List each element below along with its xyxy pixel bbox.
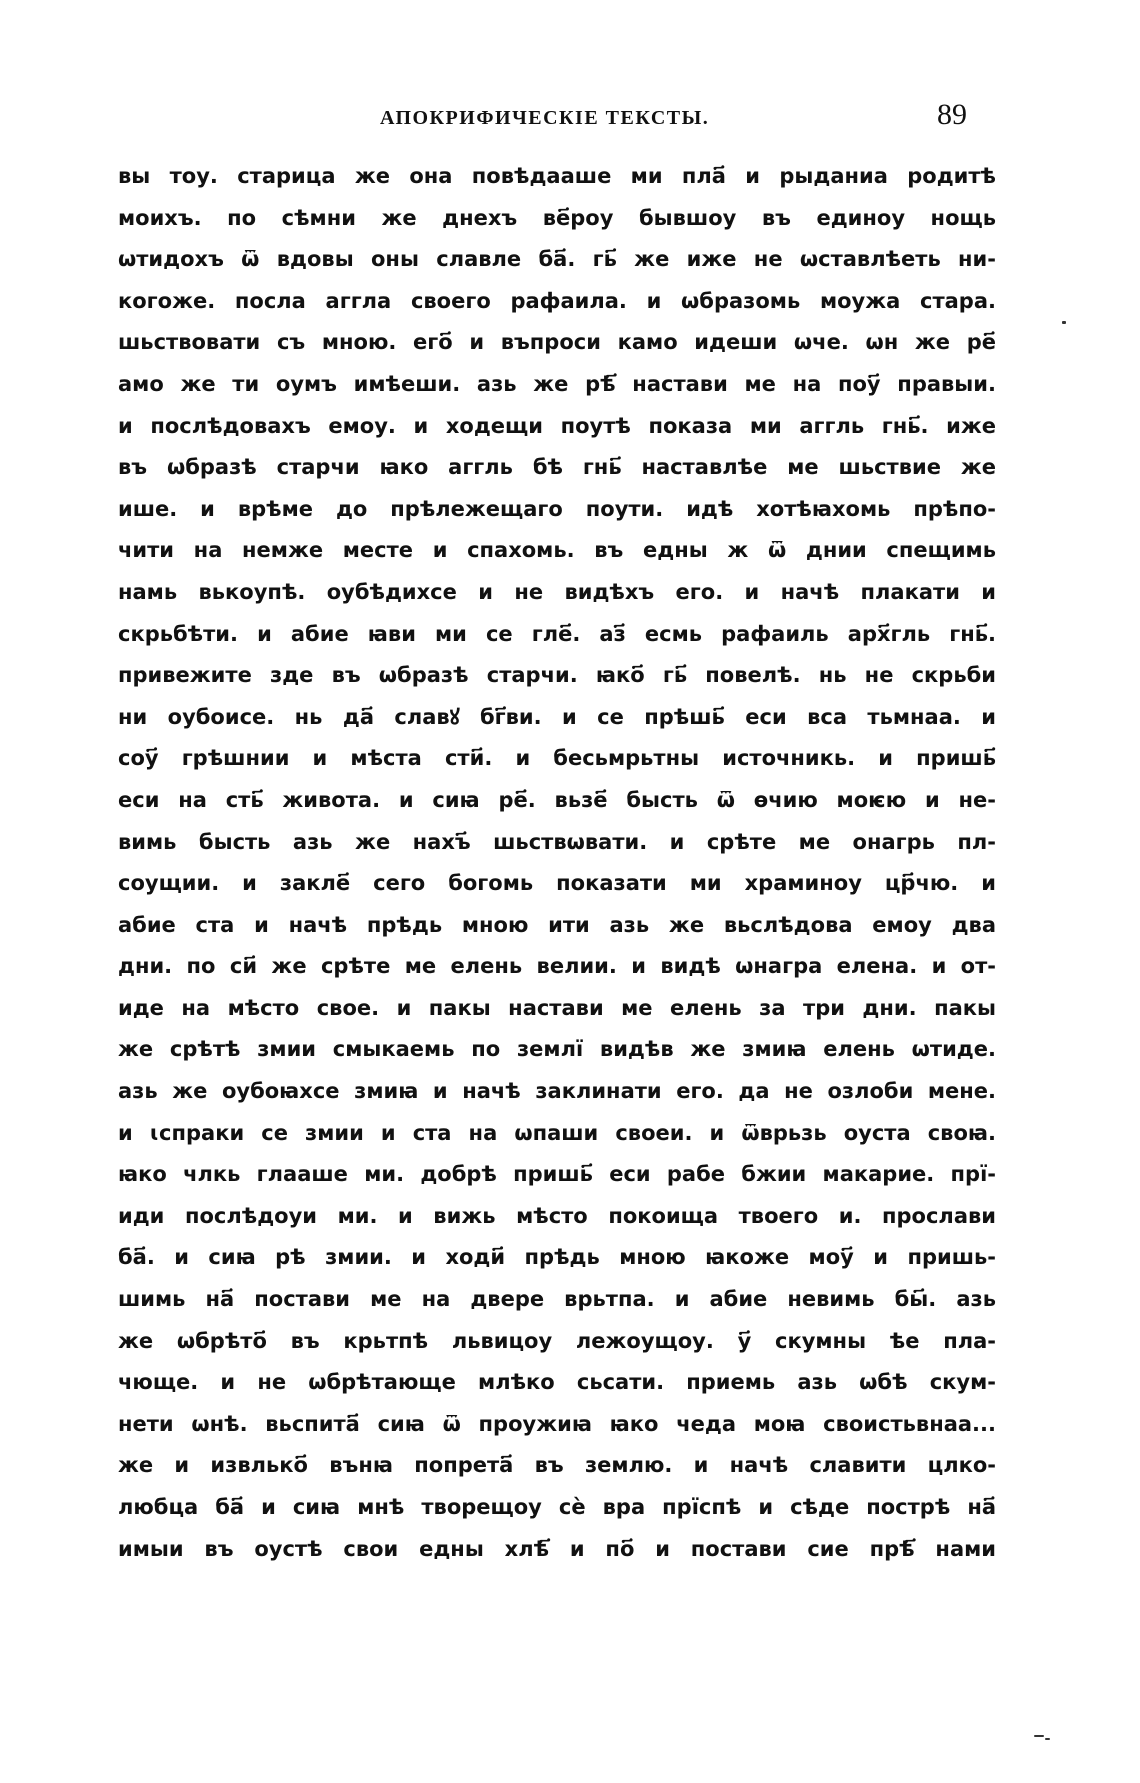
- text-line: азь же оубоꙗхсе змиꙗ и начѣ заклинати его. да не озлоби мене.: [118, 1079, 996, 1104]
- body-text: [118, 156, 996, 1570]
- text-line: скрьбѣти. и абие ꙗви ми се гле҃. аз҃ есмь рафаиль арх҃гль гнь҃.: [118, 621, 996, 646]
- text-line: любца ба҃ и сиꙗ мнѣ творещоу сѐ вра прїспѣ и сѣде пострѣ на҃: [118, 1495, 996, 1519]
- text-line: вы тоу. старица же она повѣдааше ми пла҃ и рыданиа родитѣ: [118, 164, 996, 188]
- scan-speck: [1062, 321, 1066, 324]
- text-line: въ ѡбразѣ старчи ꙗко аггль бѣ гнь҃ наставлѣе ме шьствие же: [118, 455, 996, 480]
- text-line: же ѡбрѣто҃ въ крьтпѣ львицоу лежоущоу. у҃ скумны ѣе пла-: [118, 1328, 996, 1353]
- text-line: и ꙇспраки се змии и ста на ѡпаши своеи. и ѿврьзь оуста своꙗ.: [118, 1120, 996, 1145]
- text-line: иди послѣдоуи ми. и вижь мѣсто покоища твоего и. прослави: [118, 1203, 996, 1228]
- text-line: соущии. и закле҃ сего богомь показати ми храминоу цр҃чю. и: [118, 871, 996, 896]
- text-line: соу҃ грѣшнии и мѣста сти҃. и бесьмрьтны источникь. и пришь҃: [118, 746, 996, 771]
- text-line: амо же ти оумъ имѣеши. азь же рѣ҃ настави ме на поу҃ правыи.: [118, 371, 996, 396]
- text-line: ба҃. и сиꙗ рѣ змии. и ходи҃ прѣдь мною ꙗкоже моу҃ и пришь-: [118, 1245, 996, 1270]
- text-line: ише. и врѣме до прѣлежещаго поути. идѣ хотѣꙗхомь прѣпо-: [118, 496, 996, 521]
- text-line: привежите зде въ ѡбразѣ старчи. ꙗко҃ гь҃ повелѣ. нь не скрьби: [118, 663, 996, 688]
- text-line: имыи въ оустѣ свои едны хлѣ҃ и по҃ и постави сие прѣ҃ нами: [118, 1536, 996, 1561]
- text-line: намь вькоупѣ. оубѣдихсе и не видѣхъ его. и начѣ плакати и: [118, 579, 996, 604]
- scan-speck: [1034, 1735, 1044, 1737]
- page-number: 89: [937, 98, 967, 131]
- text-line: шимь на҃ постави ме на двере врьтпа. и абие невимь бы҃. азь: [118, 1287, 996, 1312]
- text-line: чюще. и не ѡбрѣтающе млѣко сьсати. приемь азь ѡбѣ скум-: [118, 1370, 996, 1395]
- text-line: ѡтидохъ ѿ вдовы оны славле ба҃. гь҃ же иже не ѡставлѣеть ни-: [118, 247, 996, 272]
- text-line: ꙗко члкь глааше ми. добрѣ пришь҃ еси рабе бжии макарие. прї-: [118, 1162, 996, 1187]
- text-line: же и извлько҃ вънꙗ попрета҃ въ землю. и начѣ славити цлко-: [118, 1453, 996, 1478]
- text-line: абие ста и начѣ прѣдь мною ити азь же вьслѣдова емоу два: [118, 912, 996, 937]
- running-head: АПОКРИФИЧЕСКІЕ ТЕКСТЫ.: [380, 107, 710, 129]
- text-line: вимь бысть азь же нахъ҃ шьствѡвати. и срѣте ме онагрь пл-: [118, 829, 996, 854]
- text-line: нети ѡнѣ. вьспита҃ сиꙗ ѿ проужиꙗ ꙗко чеда моꙗ своистьвнаа...: [118, 1411, 996, 1436]
- text-line: ни оубоисе. нь да҃ славꙋ бг҃ви. и се прѣшь҃ еси вса тьмнаа. и: [118, 704, 996, 729]
- text-line: иде на мѣсто свое. и пакы настави ме елень за три дни. пакы: [118, 995, 996, 1020]
- text-line: еси на сть҃ живота. и сиꙗ ре҃. вьзе҃ бысть ѿ ѳчию моѥю и не-: [118, 787, 996, 812]
- text-line: чити на немже месте и спахомь. въ едны ж ѿ днии спещимь: [118, 538, 996, 563]
- text-line: моихъ. по сѣмни же днехъ ве҃роу бывшоу въ единоу нощь: [118, 205, 996, 230]
- text-line: дни. по си҃ же срѣте ме елень велии. и видѣ ѡнагра елена. и от-: [118, 954, 996, 979]
- text-line: шьствовати съ мною. его҃ и въпроси камо идеши ѡче. ѡн же ре҃: [118, 330, 996, 355]
- scan-speck: [1045, 1738, 1050, 1740]
- text-line: же срѣтѣ змии смыкаемь по землї видѣв же змиꙗ елень ѡтиде.: [118, 1037, 996, 1062]
- text-line: и послѣдовахъ емоу. и ходещи поутѣ показа ми аггль гнь҃. иже: [118, 413, 996, 438]
- text-line: когоже. посла аггла своего рафаила. и ѡбразомь моужа стара.: [118, 288, 996, 313]
